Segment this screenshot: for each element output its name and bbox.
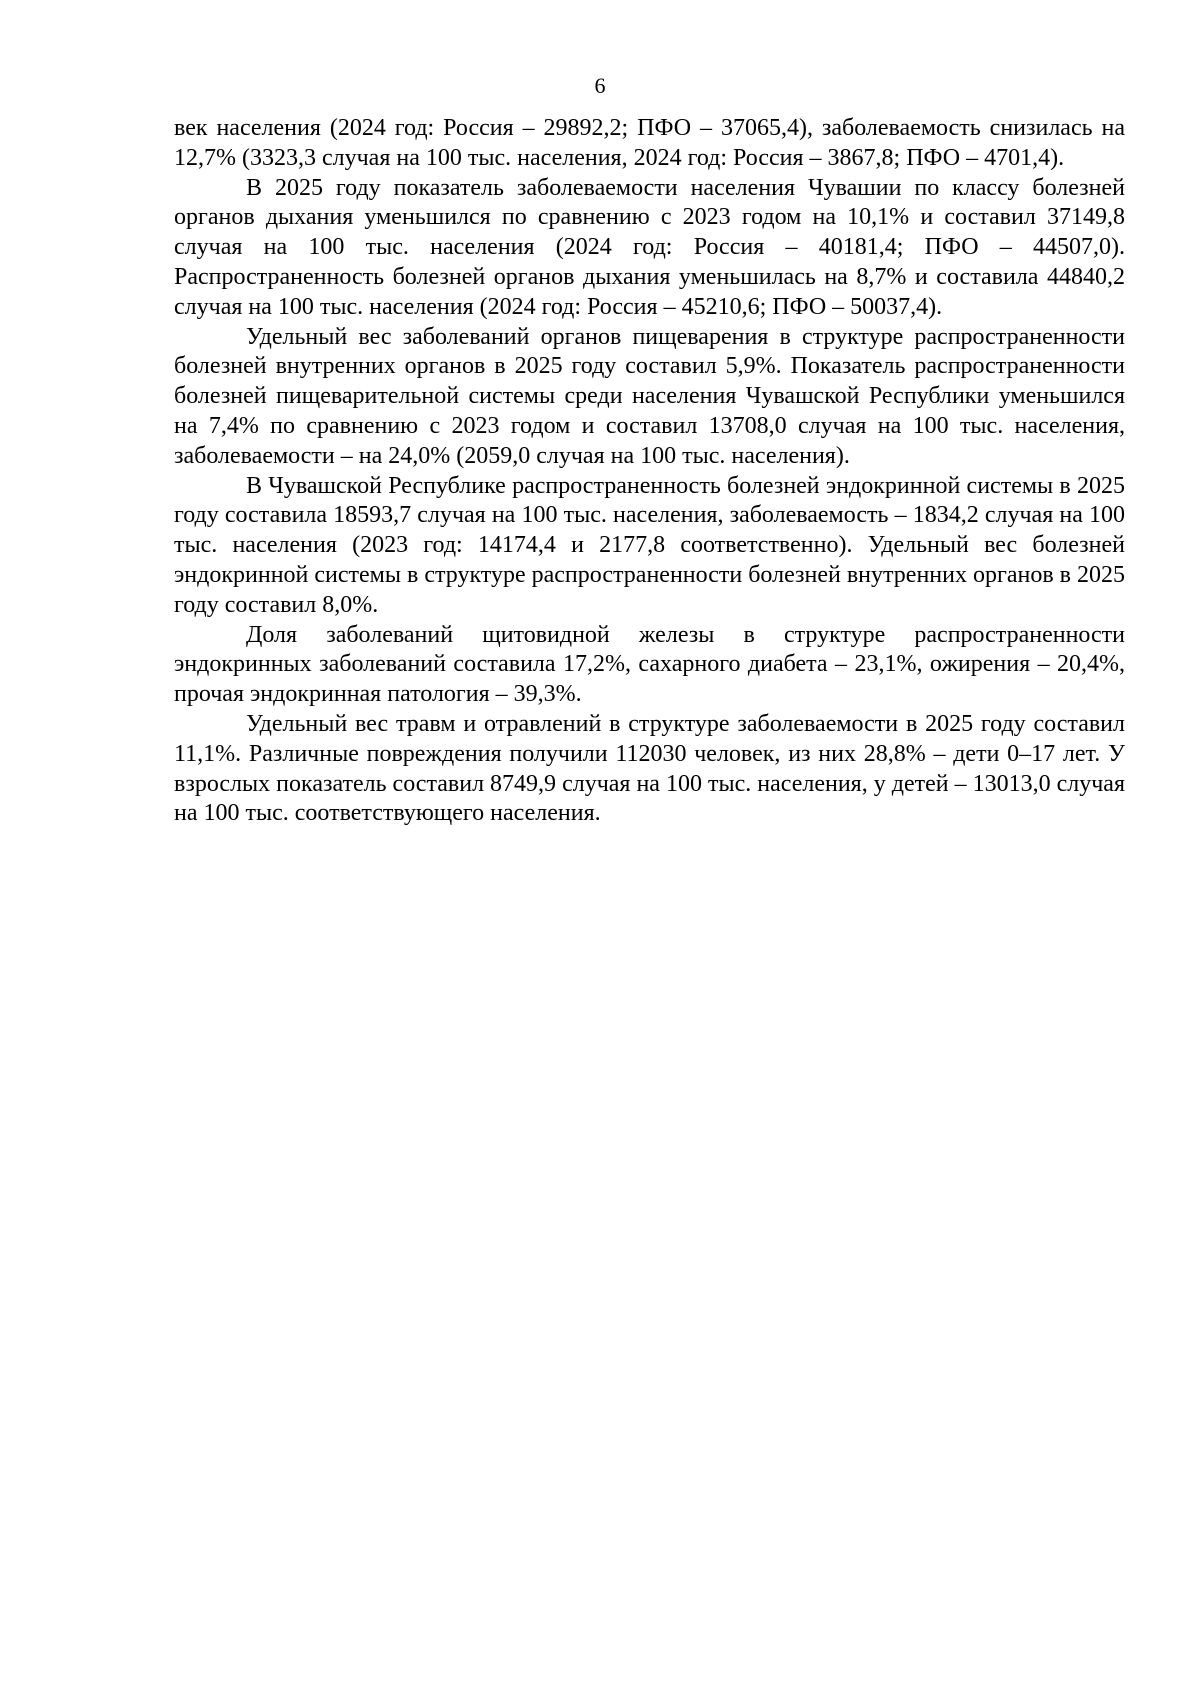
paragraph-digestive: Удельный вес заболеваний органов пищеварения в структуре распространенности болезней внутренних органов в 2025 году составил 5,9%. Показатель распространенности болезней пищеварительной системы среди населения Чувашской Республики уменьшился на 7,4% по сравнению с 2023 годом и составил 13708,0 случая на 100 тыс. населения, заболеваемости – на 24,0% (2059,0 случая на 100 тыс. населения). (174, 323, 1125, 469)
paragraph-injuries: Удельный вес травм и отравлений в структуре заболеваемости в 2025 году составил 11,1%. Различные повреждения получили 112030 человек, из них 28,8% – дети 0–17 лет. У взрослых показатель составил 8749,9 случая на 100 тыс. населения, у детей – 13013,0 случая на 100 тыс. соответствующего населения. (174, 710, 1125, 827)
paragraph-respiratory: В 2025 году показатель заболеваемости населения Чувашии по классу болезней органов дыхания уменьшился по сравнению с 2023 годом на 10,1% и составил 37149,8 случая на 100 тыс. населения (2024 год: Россия – 40181,4; ПФО – 44507,0). Распространенность болезней органов дыхания уменьшилась на 8,7% и составила 44840,2 случая на 100 тыс. населения (2024 год: Россия – 45210,6; ПФО – 50037,4). (174, 174, 1125, 320)
paragraph-thyroid-share: Доля заболеваний щитовидной железы в структуре распространенности эндокринных заболеваний составила 17,2%, сахарного диабета – 23,1%, ожирения – 20,4%, прочая эндокринная патология – 39,3%. (174, 621, 1125, 708)
document-body (174, 114, 1125, 829)
page-number: 6 (594, 73, 606, 98)
paragraph-endocrine: В Чувашской Республике распространенность болезней эндокринной системы в 2025 году составила 18593,7 случая на 100 тыс. населения, заболеваемость – 1834,2 случая на 100 тыс. населения (2023 год: 14174,4 и 2177,8 соответственно). Удельный вес болезней эндокринной системы в структуре распространенности болезней внутренних органов в 2025 году составил 8,0%. (174, 472, 1125, 618)
paragraph-continuation: век населения (2024 год: Россия – 29892,2; ПФО – 37065,4), заболеваемость снизилась на 12,7% (3323,3 случая на 100 тыс. населения, 2024 год: Россия – 3867,8; ПФО – 4701,4). (174, 115, 1125, 171)
